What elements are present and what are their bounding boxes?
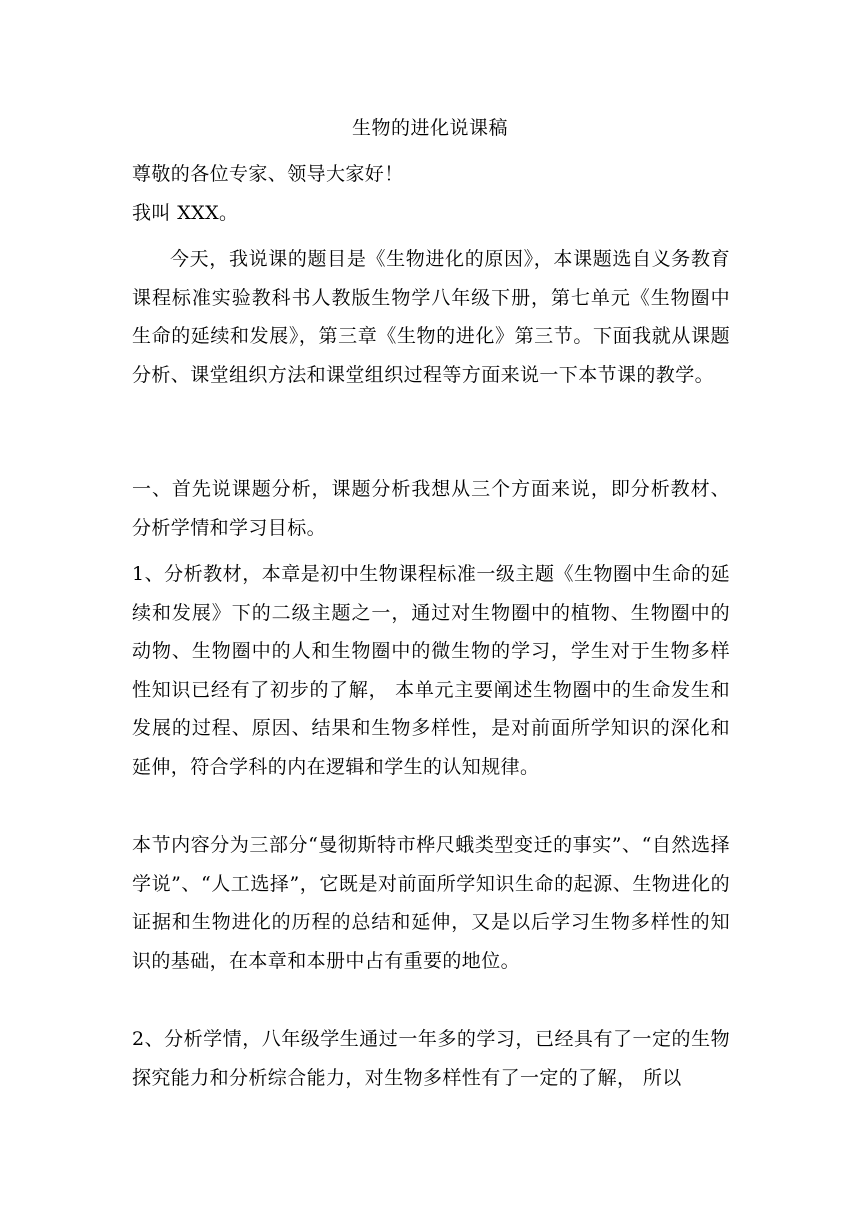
- greeting-paragraph: 尊敬的各位专家、领导大家好！: [132, 163, 404, 185]
- student-analysis-paragraph: 2、分析学情，八年级学生通过一年多的学习，已经具有了一定的生物探究能力和分析综合能力，对生物多样性有了一定的了解， 所以: [132, 1028, 730, 1089]
- section-content-paragraph: 本节内容分为三部分“曼彻斯特市桦尺蛾类型变迁的事实”、“自然选择学说”、“人工选择”，它既是对前面所学知识生命的起源、生物进化的证据和生物进化的历程的总结和延伸，又是以后学习生物多样性的知识的基础，在本章和本册中占有重要的地位。: [132, 834, 730, 972]
- textbook-analysis-paragraph: 1、分析教材，本章是初中生物课程标准一级主题《生物圈中生命的延续和发展》下的二级主题之一，通过对生物圈中的植物、生物圈中的动物、生物圈中的人和生物圈中的微生物的学习，学生对于生物多样性知识已经有了初步的了解， 本单元主要阐述生物圈中的生命发生和发展的过程、原因、结果和生物多样性，是对前面所学知识的深化和延伸，符合学科的内在逻辑和学生的认知规律。: [132, 563, 730, 778]
- name-paragraph: 我叫 XXX。: [132, 202, 239, 224]
- intro-paragraph: 今天，我说课的题目是《生物进化的原因》，本课题选自义务教育课程标准实验教科书人教版生物学八年级下册，第七单元《生物圈中生命的延续和发展》，第三章《生物的进化》第三节。下面我就从课题分析、课堂组织方法和课堂组织过程等方面来说一下本节课的教学。: [132, 248, 730, 386]
- section-one-paragraph: 一、首先说课题分析，课题分析我想从三个方面来说，即分析教材、分析学情和学习目标。: [132, 478, 730, 539]
- document-title: 生物的进化说课稿: [351, 117, 508, 139]
